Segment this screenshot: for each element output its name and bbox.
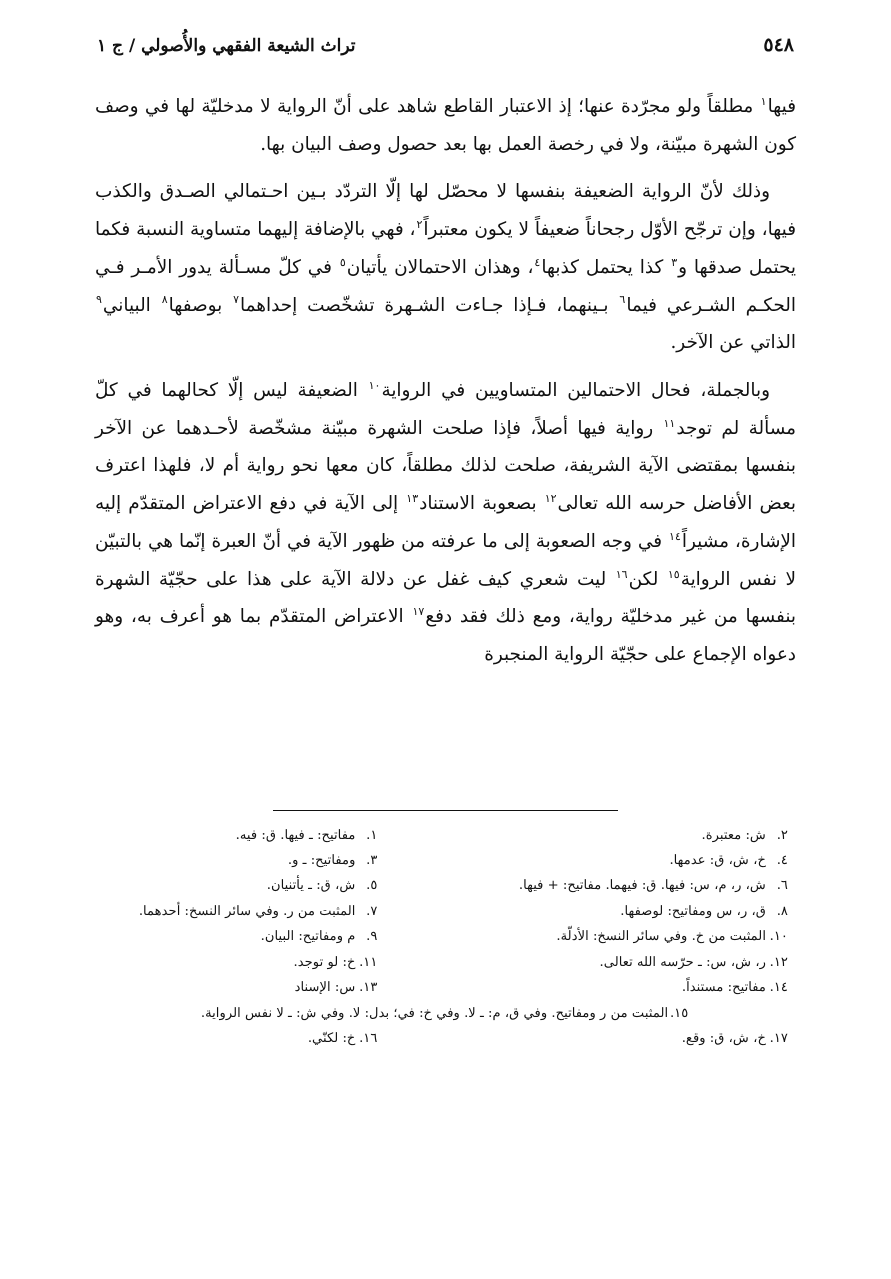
footnote-rows: [95, 823, 796, 1052]
footnote-text: خ، ش، ق: عدمها.: [669, 852, 766, 868]
footnote-text: مفاتيح: مستنداً.: [681, 980, 766, 996]
footnote-number: ١.: [366, 827, 378, 843]
footnote-number: ٣.: [366, 852, 378, 868]
footnote-number: ١٣.: [359, 980, 378, 996]
footnote-cell: [403, 950, 796, 975]
paragraph-3: وبالجملة، فحال الاحتمالين المتساويين في الرواية$^{١٠}$ الضعيفة ليس إلّا كحالهما في كلّ مسألة لم توجد$^{١١}$ رواية فيها أصلاً، فإذا صلحت الشهرة مبيّنة مشخّصة لأحـدهما عن الآخر بنفسها بمقتضى الآية الشريفة، صلحت لذلك مطلقاً، كان معها نحو رواية أم لا، فلهذا اعترف بعض الأفاضل حرسه الله تعالى$^{١٢}$ بصعوبة الاستناد$^{١٣}$ إلى الآية في دفع الاعتراض المتقدّم إليه الإشارة، مشيراً$^{١٤}$ في وجه الصعوبة إلى ما عرفته من ظهور الآية في أنّ العبرة إنّما هي بالتبيّن لا نفس الرواية$^{١٥}$ لكن$^{١٦}$ ليت شعري كيف غفل عن دلالة الآية على هذا على حجّيّة الشهرة بنفسها من غير مدخليّة رواية، ومع ذلك فقد دفع$^{١٧}$ الاعتراض المتقدّم بما هو أعرف به، وهو دعواه الإجماع على حجّيّة الرواية المنجبرة: [95, 378, 797, 666]
footnote-row: [95, 1027, 796, 1052]
footnote-text: س: الإسناد: [294, 980, 356, 996]
footnote-number: ٥.: [366, 878, 378, 894]
footnote-number: ٤.: [776, 852, 788, 868]
footnote-text: ومفاتيح: ـ و.: [287, 852, 356, 868]
footnote-cell: [95, 925, 403, 950]
footnote-text: ق، ر، س ومفاتيح: لوصفها.: [620, 903, 766, 919]
footnote-number: ١٧.: [769, 1031, 788, 1047]
paragraph-1: فيها$^١$ مطلقاً ولو مجرّدة عنها؛ إذ الاعتبار القاطع شاهد على أنّ الرواية لا مدخليّة لها في وصف كون الشهرة مبيّنة، ولا في رخصة العمل بها بعد حصول وصف البيان بها.: [95, 94, 796, 155]
footnote-text: خ: لو توجد.: [293, 954, 356, 970]
footnote-row: [95, 899, 796, 924]
footnote-cell: [403, 874, 796, 899]
footnote-text: ش، ر، م، س: فيها. ق: فيهما. مفاتيح: + فيها.: [518, 878, 766, 894]
footnote-cell: [403, 976, 796, 1001]
footnote-cell: [95, 1027, 403, 1052]
footnote-cell: [403, 823, 796, 848]
footnote-row: [95, 950, 796, 975]
footnote-text: المثبت من ر. وفي سائر النسخ: أحدهما.: [138, 903, 356, 919]
footnote-text: ش، ق: ـ يأتنيان.: [266, 878, 356, 894]
footnote-number: ٩.: [366, 929, 378, 945]
footnote-cell: [95, 874, 403, 899]
page-number: ٥٤٨: [763, 34, 794, 56]
footnote-row: [95, 976, 796, 1001]
footnote-number: ١٥.: [669, 1005, 689, 1021]
footnote-number: ٢.: [776, 827, 788, 843]
footnote-cell: [95, 823, 403, 848]
footnote-cell: [95, 899, 403, 924]
footnote-cell: [403, 848, 796, 873]
footnote-cell: [95, 950, 403, 975]
body-text: [95, 88, 796, 674]
footnote-number: ٨.: [776, 903, 788, 919]
footnote-cell: [403, 925, 796, 950]
footnote-text: ش: معتبرة.: [701, 827, 766, 843]
footnote-cell: [403, 1027, 796, 1052]
footnote-separator: [273, 810, 618, 811]
footnote-text: المثبت من خ. وفي سائر النسخ: الأدلّة.: [556, 929, 766, 945]
footnote-text: م ومفاتيح: البيان.: [260, 929, 356, 945]
footnote-number: ١٢.: [769, 954, 788, 970]
footnote-cell: [95, 848, 403, 873]
footnote-text: خ: لكنّي.: [307, 1031, 356, 1047]
footnote-area: [95, 810, 796, 1052]
footnote-cell: [95, 976, 403, 1001]
footnote-row: [95, 848, 796, 873]
footnote-text: مفاتيح: ـ فيها. ق: فيه.: [235, 827, 356, 843]
footnote-cell: [403, 899, 796, 924]
footnote-table: [95, 823, 796, 1052]
footnote-row: [95, 823, 796, 848]
footnote-row: [95, 874, 796, 899]
footnote-number: ١٠.: [769, 929, 788, 945]
footnote-number: ٦.: [776, 878, 788, 894]
footnote-number: ٧.: [366, 903, 378, 919]
paragraph-2: وذلك لأنّ الرواية الضعيفة بنفسها لا محصّل لها إلّا التردّد بـين احـتمالي الصـدق والكذب فيها، وإن ترجّح الأوّل رجحاناً ضعيفاً لا يكون معتبراً$^٢$، فهي بالإضافة إليهما متساوية النسبة فكما يحتمل صدقها و$^٣$ كذا يحتمل كذبها$^٤$، وهذان الاحتمالان يأتيان$^٥$ في كلّ مسـألة يدور الأمـر فـي الحكـم الشـرعي فيما$^٦$ بـينهما، فـإذا جـاءت الشـهرة تشخّصت إحداهما$^٧$ بوصفها$^٨$ البياني$^٩$ الذاتي عن الآخر.: [95, 181, 797, 354]
page-header: [95, 34, 796, 62]
footnote-text: المثبت من ر ومفاتيح. وفي ق، م: ـ لا. وفي خ: في؛ بدل: لا. وفي ش: ـ لا نفس الرواية.: [200, 1005, 669, 1021]
footnote-number: ١١.: [359, 954, 378, 970]
footnote-number: ١٤.: [769, 980, 788, 996]
footnote-cell: [95, 1001, 796, 1026]
footnote-text: ر، ش، س: ـ حرّسه الله تعالى.: [599, 954, 766, 970]
footnote-text: خ، ش، ق: وقع.: [681, 1031, 766, 1047]
footnote-number: ١٦.: [359, 1031, 378, 1047]
footnote-row: [95, 925, 796, 950]
book-title: تراث الشيعة الفقهي والأُصولي / ج ١: [97, 36, 356, 56]
footnote-row-wide: [95, 1001, 796, 1026]
